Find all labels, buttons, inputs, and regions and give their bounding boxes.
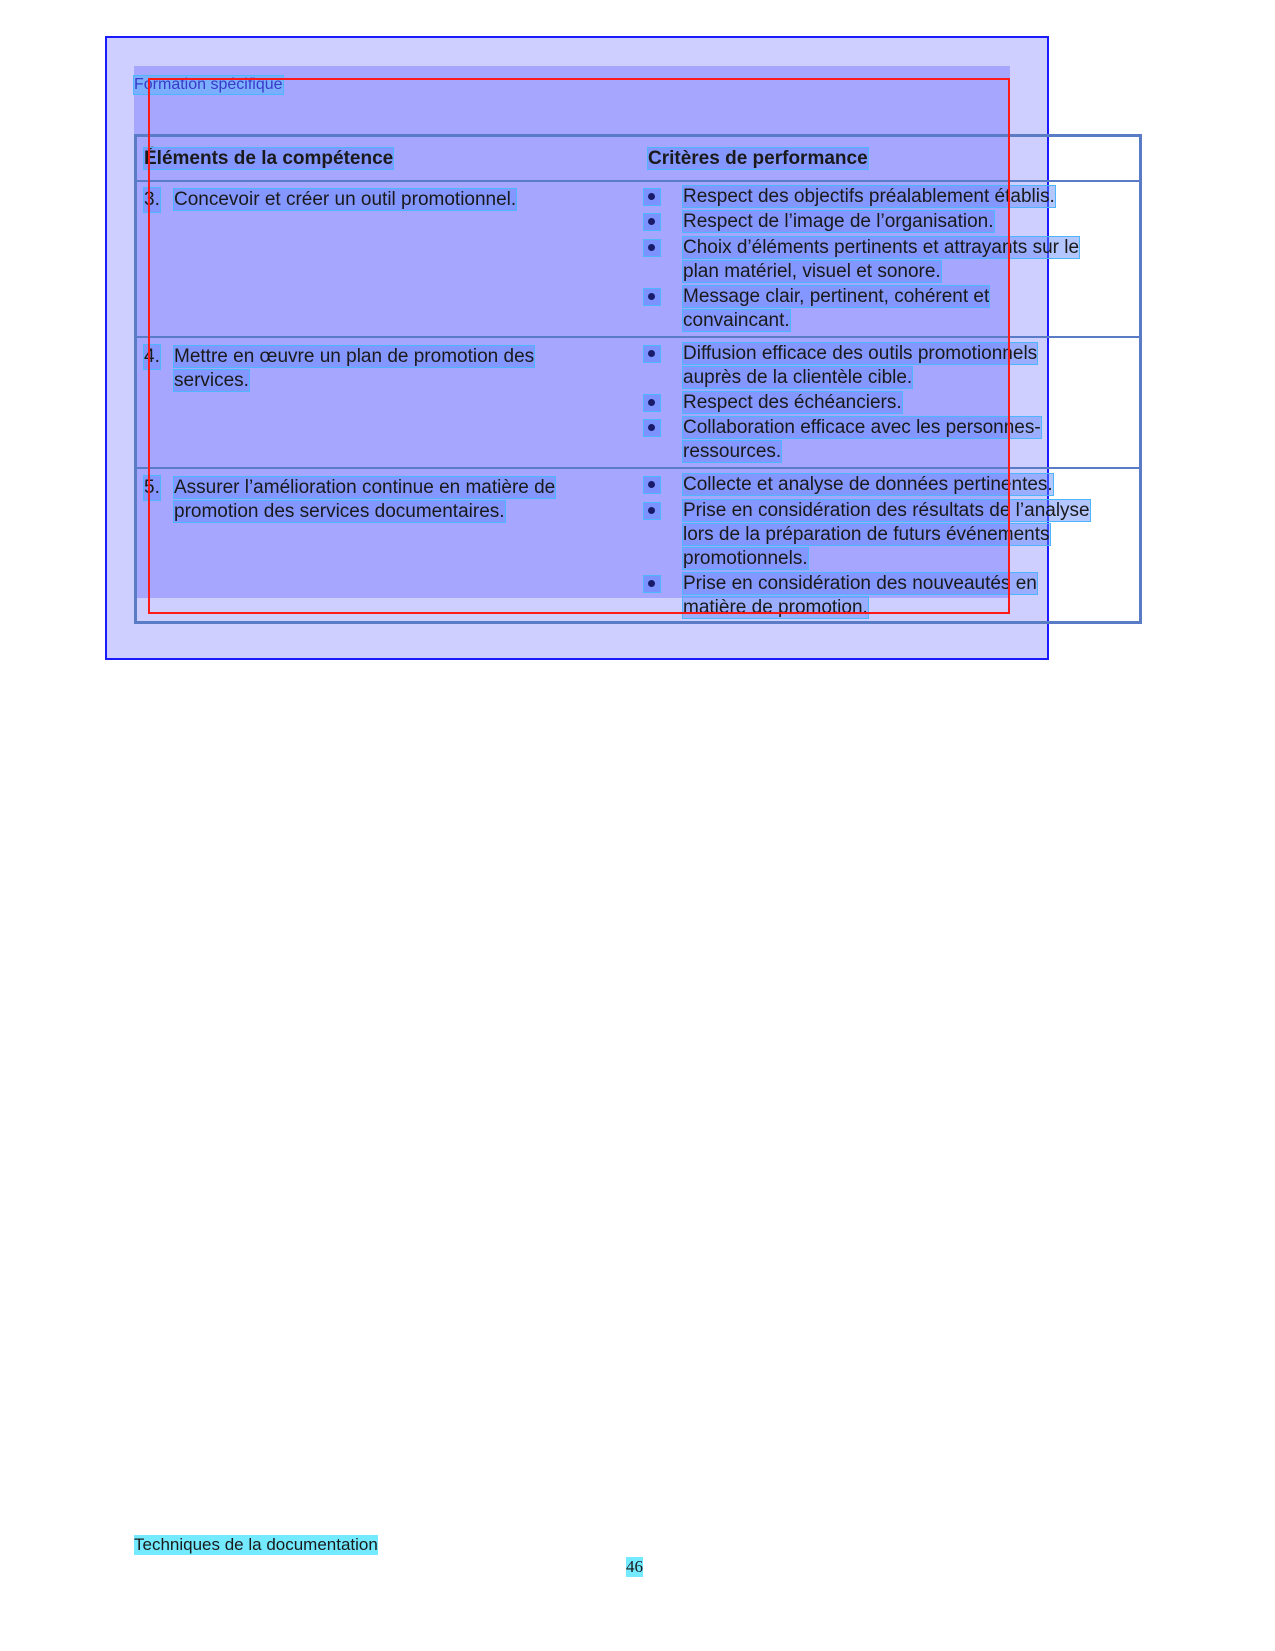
performance-criterion: Collecte et analyse de données pertinentes.: [683, 474, 1053, 495]
row-number: 5.: [144, 477, 160, 498]
row-number: 3.: [144, 189, 160, 210]
performance-criterion: Prise en considération des résultats de l’analyse lors de la préparation de futurs événements promotionnels.: [683, 500, 1090, 569]
performance-criterion: Prise en considération des nouveautés en matière de promotion.: [683, 573, 1037, 618]
performance-criterion: Message clair, pertinent, cohérent et convaincant.: [683, 286, 990, 331]
competence-element: Mettre en œuvre un plan de promotion des services.: [174, 346, 535, 391]
performance-criterion: Collaboration efficace avec les personnes- ressources.: [683, 417, 1041, 462]
performance-criterion: Respect des échéanciers.: [683, 392, 902, 413]
footer-title: Techniques de la documentation: [134, 1535, 378, 1554]
performance-criterion: Choix d’éléments pertinents et attrayants sur le plan matériel, visuel et sonore.: [683, 237, 1080, 282]
performance-criterion: Diffusion efficace des outils promotionnels auprès de la clientèle cible.: [683, 343, 1038, 388]
row-number: 4.: [144, 346, 160, 367]
page-number: 46: [626, 1557, 643, 1576]
competence-element: Concevoir et créer un outil promotionnel.: [174, 189, 517, 210]
performance-criterion: Respect de l’image de l’organisation.: [683, 211, 994, 232]
competence-element: Assurer l’amélioration continue en matière de promotion des services documentaires.: [174, 477, 556, 522]
performance-criterion: Respect des objectifs préalablement établis.: [683, 186, 1055, 207]
focus-region-outline: [148, 78, 1010, 614]
header-criteria: Critères de performance: [648, 148, 868, 169]
section-label: Formation spécifique: [134, 76, 283, 93]
header-elements: Éléments de la compétence: [144, 148, 394, 169]
